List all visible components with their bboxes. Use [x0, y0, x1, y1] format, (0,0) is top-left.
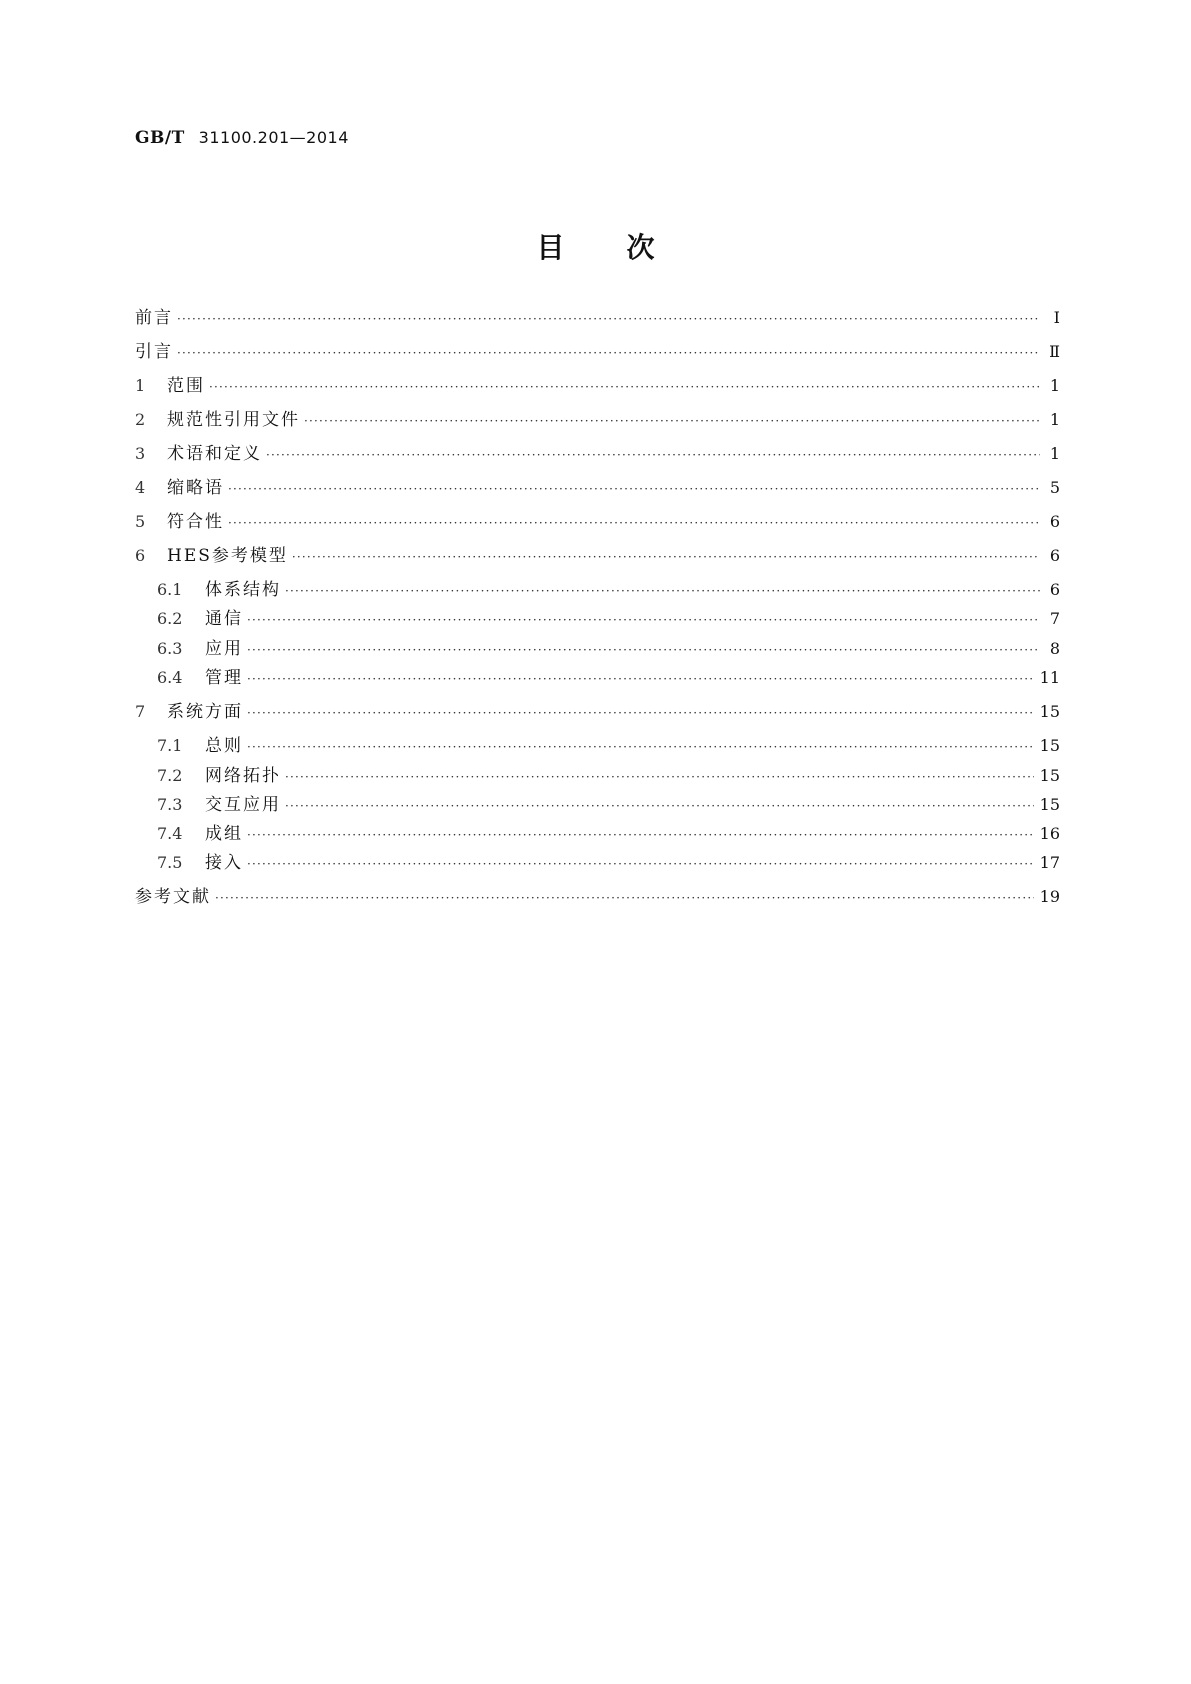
toc-entry-title: 体系结构	[205, 580, 281, 600]
toc-entry-number: 4	[135, 478, 146, 497]
toc-entry-number: 7.5	[157, 853, 183, 872]
toc-entry[interactable]	[135, 307, 1060, 330]
toc-leader-dots	[247, 609, 1040, 631]
toc-leader-dots	[247, 668, 1034, 690]
toc-entry-title: 总则	[205, 736, 243, 756]
toc-leader-dots	[209, 376, 1040, 398]
toc-entry[interactable]	[157, 794, 1060, 817]
toc-entry-page: Ⅰ	[1053, 308, 1060, 327]
toc-leader-dots	[247, 824, 1034, 846]
toc-entry[interactable]	[157, 638, 1060, 661]
toc-entry-number: 7	[135, 702, 146, 721]
toc-entry-page: 17	[1039, 853, 1060, 872]
toc-entry-title: 引言	[135, 342, 173, 362]
standard-number: 31100.201—2014	[198, 128, 349, 147]
toc-entry-title: 成组	[205, 824, 243, 844]
toc-entry-title: 参考文献	[135, 887, 211, 907]
page-title: 目次	[536, 231, 717, 264]
toc-entry[interactable]	[135, 443, 1060, 466]
toc-entry[interactable]	[135, 701, 1060, 724]
toc-entry-title: 网络拓扑	[205, 766, 281, 786]
toc-leader-dots	[247, 736, 1034, 758]
toc-entry-title: 系统方面	[167, 702, 243, 722]
toc-entry-page: 1	[1049, 410, 1060, 429]
toc-entry-title: 接入	[205, 853, 243, 873]
toc-entry-page: Ⅱ	[1049, 342, 1060, 361]
toc-entry-page: 11	[1039, 668, 1060, 687]
toc-leader-dots	[228, 478, 1040, 500]
toc-leader-dots	[304, 410, 1040, 432]
toc-entry[interactable]	[157, 608, 1060, 631]
toc-entry[interactable]	[135, 341, 1060, 364]
toc-entry[interactable]	[157, 667, 1060, 690]
toc-entry[interactable]	[135, 511, 1060, 534]
toc-entry[interactable]	[157, 735, 1060, 758]
toc-leader-dots	[285, 766, 1034, 788]
toc-entry-page: 19	[1039, 887, 1060, 906]
toc-entry-number: 1	[135, 376, 146, 395]
toc-entry-title: 符合性	[167, 512, 224, 532]
toc-entry-number: 3	[135, 444, 146, 463]
toc-entry-number: 6.3	[157, 639, 183, 658]
toc-entry-page: 8	[1049, 639, 1060, 658]
toc-entry-page: 6	[1049, 512, 1060, 531]
toc-leader-dots	[285, 795, 1034, 817]
toc-entry-title: 通信	[205, 609, 243, 629]
toc-entry-page: 1	[1049, 444, 1060, 463]
toc-leader-dots	[266, 444, 1040, 466]
toc-entry-number: 6.4	[157, 668, 183, 687]
toc-entry-page: 15	[1039, 766, 1060, 785]
toc-leader-dots	[177, 308, 1040, 330]
toc-entry-page: 15	[1039, 736, 1060, 755]
toc-entry-page: 6	[1049, 580, 1060, 599]
toc-entry-title: 管理	[205, 668, 243, 688]
toc-entry-page: 15	[1039, 795, 1060, 814]
toc-entry[interactable]	[157, 823, 1060, 846]
toc-leader-dots	[247, 702, 1034, 724]
toc-entry[interactable]	[135, 886, 1060, 909]
toc-entry-number: 5	[135, 512, 146, 531]
toc-entry-title: HES参考模型	[167, 546, 288, 566]
toc-entry-number: 6.2	[157, 609, 183, 628]
standard-code: GB/T	[135, 128, 185, 148]
toc-entry-number: 6.1	[157, 580, 183, 599]
toc-entry-title: 交互应用	[205, 795, 281, 815]
toc-leader-dots	[292, 546, 1040, 568]
toc-entry-title: 前言	[135, 308, 173, 328]
toc-leader-dots	[247, 639, 1040, 661]
toc-leader-dots	[285, 580, 1040, 602]
toc-entry-page: 5	[1049, 478, 1060, 497]
toc-entry[interactable]	[135, 375, 1060, 398]
toc-entry-page: 16	[1039, 824, 1060, 843]
toc-entry[interactable]	[157, 579, 1060, 602]
toc-entry-page: 15	[1039, 702, 1060, 721]
toc-entry[interactable]	[135, 545, 1060, 568]
toc-entry-title: 应用	[205, 639, 243, 659]
toc-entry[interactable]	[135, 477, 1060, 500]
toc-entry-page: 7	[1049, 609, 1060, 628]
toc-entry[interactable]	[157, 852, 1060, 875]
toc-entry[interactable]	[157, 765, 1060, 788]
toc-entry-title: 范围	[167, 376, 205, 396]
toc-entry-number: 6	[135, 546, 146, 565]
toc-entry-title: 规范性引用文件	[167, 410, 300, 430]
toc-entry-title: 术语和定义	[167, 444, 262, 464]
toc-leader-dots	[215, 887, 1034, 909]
toc-entry-number: 2	[135, 410, 146, 429]
toc-leader-dots	[228, 512, 1040, 534]
toc-entry-number: 7.2	[157, 766, 183, 785]
toc-entry-number: 7.4	[157, 824, 183, 843]
table-of-contents	[135, 0, 1060, 1000]
toc-entry-number: 7.1	[157, 736, 183, 755]
toc-leader-dots	[177, 342, 1040, 364]
toc-entry-page: 6	[1049, 546, 1060, 565]
toc-leader-dots	[247, 853, 1034, 875]
toc-entry-number: 7.3	[157, 795, 183, 814]
toc-entry[interactable]	[135, 409, 1060, 432]
toc-entry-page: 1	[1049, 376, 1060, 395]
toc-entry-title: 缩略语	[167, 478, 224, 498]
